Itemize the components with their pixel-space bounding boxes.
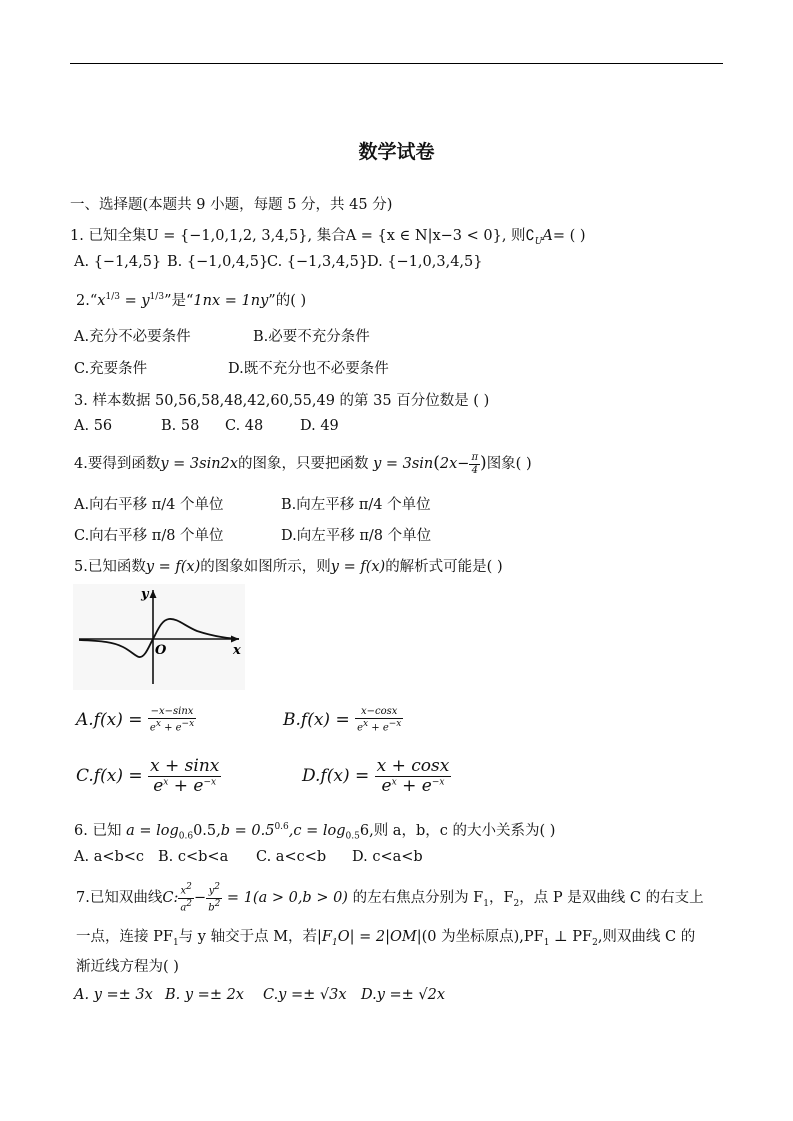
x-axis-label: x <box>233 643 241 658</box>
question-2-option-c[interactable]: C.充要条件 <box>74 361 148 377</box>
question-6-stem: 6. 已知 $a = \log_{0.6}0.5,b = 0.5^{0.6},c = \log_{0.5}6$,则 a，b，c 的大小关系为( ) <box>74 822 556 842</box>
question-7-option-d[interactable]: D.y =± √2x <box>361 987 446 1003</box>
y-axis-label: y <box>141 587 149 602</box>
section-heading: 一、选择题(本题共 9 小题，每题 5 分，共 45 分) <box>70 197 393 213</box>
question-7-line-3: 渐近线方程为( ) <box>76 959 179 975</box>
question-6-option-b[interactable]: B. c<b<a <box>158 849 229 865</box>
question-6-option-c[interactable]: C. a<c<b <box>256 849 327 865</box>
question-4-option-c[interactable]: C.向右平移 π/8 个单位 <box>74 528 224 544</box>
question-2-option-d[interactable]: D.既不充分也不必要条件 <box>228 361 389 377</box>
question-6-option-d[interactable]: D. c<a<b <box>352 849 423 865</box>
question-7-line-1: 7.已知双曲线C: $\frac{x^2}{a^2}$ − $\frac{y^2}{b^2}$ = 1(a > 0,b > 0) 的左右焦点分别为 $F_1$，$F_2$，点 P 是双曲线 C 的右支上 <box>76 882 704 913</box>
question-1-stem: 1. 已知全集U = {−1,0,1,2, 3,4,5}, 集合A = {x ∈ N|x−3 < 0}, 则$∁_UA=$ ( ) <box>70 228 586 247</box>
question-2-option-a[interactable]: A.充分不必要条件 <box>74 329 191 345</box>
question-3-option-b[interactable]: B. 58 <box>161 418 200 434</box>
question-2-option-b[interactable]: B.必要不充分条件 <box>253 329 370 345</box>
question-3-option-d[interactable]: D. 49 <box>300 418 339 434</box>
question-3-option-c[interactable]: C. 48 <box>225 418 264 434</box>
question-7-option-c[interactable]: C.y =± √3x <box>263 987 347 1003</box>
question-7-option-a[interactable]: A. y =± 3x <box>74 987 153 1003</box>
question-5-option-b[interactable]: B.f(x) = $\frac{x-\cos x}{e^x + e^{-x}}$ <box>283 706 402 734</box>
question-5-option-c[interactable]: C.f(x) = $\frac{x + \sin x}{e^x + e^{-x}}$ <box>76 756 220 796</box>
question-6-option-a[interactable]: A. a<b<c <box>74 849 145 865</box>
question-4-stem: 4.要得到函数y = 3sin2x的图象，只要把函数 y = 3sin(2x− $\frac{\pi}{4}$ )图象( ) <box>74 451 532 476</box>
question-4-option-d[interactable]: D.向左平移 π/8 个单位 <box>281 528 432 544</box>
question-5-option-d[interactable]: D.f(x) = $\frac{x + \cos x}{e^x + e^{-x}}$ <box>302 756 450 796</box>
question-4-option-b[interactable]: B.向左平移 π/4 个单位 <box>281 497 431 513</box>
question-5-option-a[interactable]: A.f(x) = $\frac{-x-\sin x}{e^x + e^{-x}}$ <box>76 706 195 734</box>
header-rule <box>70 63 723 64</box>
origin-label: O <box>155 643 167 658</box>
question-1-option-b[interactable]: B. {−1,0,4,5} <box>167 254 269 270</box>
question-3-option-a[interactable]: A. 56 <box>74 418 113 434</box>
function-graph <box>73 584 245 690</box>
page-title: 数学试卷 <box>358 141 435 163</box>
question-3-stem: 3. 样本数据 50,56,58,48,42,60,55,49 的第 35 百分位数是 ( ) <box>74 393 490 409</box>
question-4-option-a[interactable]: A.向右平移 π/4 个单位 <box>74 497 224 513</box>
question-7-option-b[interactable]: B. y =± 2x <box>165 987 244 1003</box>
question-5-stem: 5.已知函数y = f(x)的图象如图所示，则y = f(x)的解析式可能是( ) <box>74 559 503 575</box>
question-7-line-2: 一点，连接 $PF_1$与 y 轴交于点 M，若$|F_1O| = 2|OM|(0$ 为坐标原点)$,PF_1$ ⊥ $PF_2$,则双曲线 C 的 <box>76 929 696 948</box>
question-1-option-c[interactable]: C. {−1,3,4,5} <box>267 254 369 270</box>
question-1-option-a[interactable]: A. {−1,4,5} <box>74 254 162 270</box>
question-1-option-d[interactable]: D. {−1,0,3,4,5} <box>367 254 483 270</box>
question-2-stem: $2.“x^{1/3} = y^{1/3}$”是“1nx = 1ny”的( ) <box>76 292 307 309</box>
